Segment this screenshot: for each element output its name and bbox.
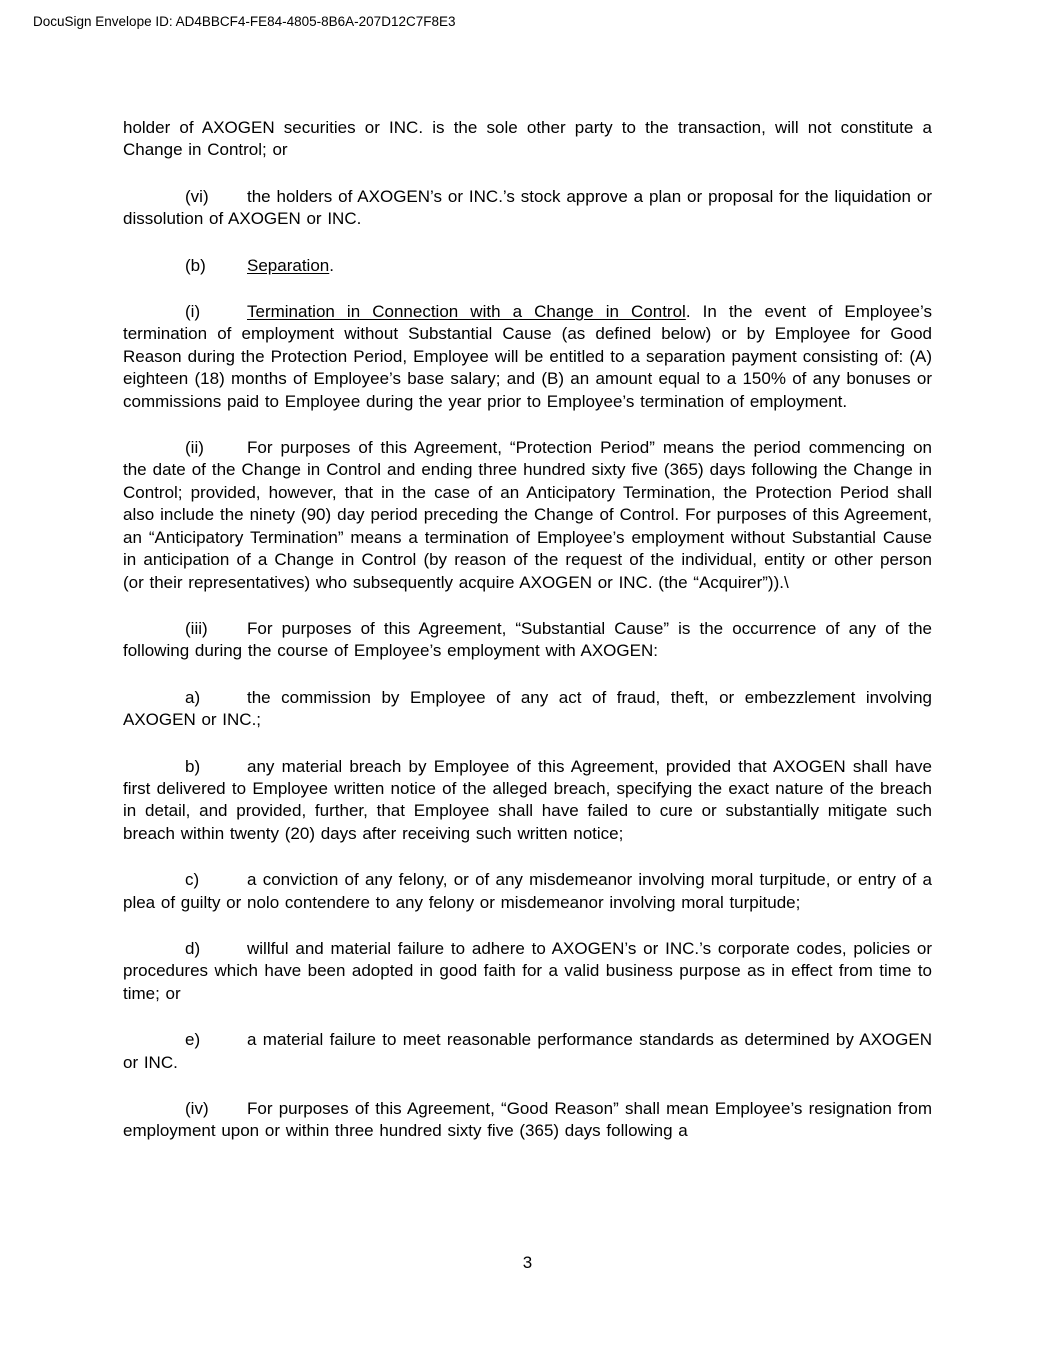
- docusign-envelope-id: DocuSign Envelope ID: AD4BBCF4-FE84-4805-8B6A-207D12C7F8E3: [33, 14, 456, 29]
- clause-a-fraud: [123, 687, 932, 732]
- clause-iv-good-reason: [123, 1098, 932, 1143]
- clause-b-separation-heading: [123, 255, 932, 277]
- clause-b-material-breach: [123, 756, 932, 846]
- clause-iii-text: For purposes of this Agreement, “Substantial Cause” is the occurrence of any of the following during the course of Employee’s employment with AXOGEN:: [123, 618, 932, 661]
- clause-vi: [123, 186, 932, 231]
- clause-i-label: (i): [185, 302, 201, 322]
- clause-ii-text: For purposes of this Agreement, “Protection Period” means the period commencing on the date of the Change in Control and ending three hundred sixty five (365) days following the Change in Control; provided, however, that in the case of an Anticipatory Termination, the Protection Period shall also include the ninety (90) day period preceding the Change of Control. For purposes of this Agreement, an “Anticipatory Termination” means a termination of Employee’s employment without Substantial Cause in anticipation of a Change in Control (by reason of the request of the individual, entity or other person (or their representatives) who subsequently acquire AXOGEN or INC. (the “Acquirer”)).\: [123, 438, 932, 592]
- clause-e-performance-standards: [123, 1029, 932, 1074]
- clause-d-label: d): [185, 938, 201, 958]
- clause-iv-text: For purposes of this Agreement, “Good Reason” shall mean Employee’s resignation from employment upon or within three hundred sixty five (365) days following a: [123, 1099, 932, 1141]
- clause-b2-text: any material breach by Employee of this Agreement, provided that AXOGEN shall have first delivered to Employee written notice of the alleged breach, specifying the exact nature of the breach in detail, and provided, further, that Employee shall have failed to cure or substantially mitigate such breach within twenty (20) days after receiving such written notice;: [123, 756, 932, 843]
- clause-iii-substantial-cause: [123, 618, 932, 663]
- clause-d-corporate-codes: [123, 938, 932, 1005]
- clause-e-label: e): [185, 1030, 201, 1050]
- clause-ii-label: (ii): [185, 438, 204, 458]
- clause-b-text: .: [329, 255, 334, 275]
- clause-iv-label: (iv): [185, 1099, 209, 1118]
- clause-iii-label: (iii): [185, 618, 208, 638]
- clause-ii-protection-period: [123, 437, 932, 594]
- document-body: [123, 117, 932, 1167]
- clause-i-text: . In the event of Employee’s termination of employment without Substantial Cause (as defined below) or by Employee for Good Reason during the Protection Period, Employee will be entitled to a separation payment consisting of: (A) eighteen (18) months of Employee’s base salary; and (B) an amount equal to a 150% of any bonuses or commissions paid to Employee during the year prior to Employee’s termination of employment.: [123, 302, 932, 411]
- clause-c-conviction: [123, 869, 932, 914]
- clause-i-termination: [123, 301, 932, 413]
- clause-vi-label: (vi): [185, 186, 209, 206]
- clause-e-text: a material failure to meet reasonable performance standards as determined by AXOGEN or INC.: [123, 1030, 932, 1072]
- clause-c-label: c): [185, 870, 200, 890]
- clause-b-label: (b): [185, 255, 206, 275]
- clause-i-underlined-heading: Termination in Connection with a Change in Control: [247, 302, 686, 322]
- clause-d-text: willful and material failure to adhere to AXOGEN’s or INC.’s corporate codes, policies or procedures which have been adopted in good faith for a valid business purpose as in effect from time to time; or: [123, 938, 932, 1003]
- clause-a-text: the commission by Employee of any act of fraud, theft, or embezzlement involving AXOGEN or INC.;: [123, 687, 932, 730]
- clause-b-underlined-heading: Separation: [247, 255, 330, 275]
- clause-vi-text: the holders of AXOGEN’s or INC.’s stock approve a plan or proposal for the liquidation or dissolution of AXOGEN or INC.: [123, 186, 932, 229]
- paragraph-continuation: holder of AXOGEN securities or INC. is the sole other party to the transaction, will not constitute a Change in Control; or: [123, 118, 932, 160]
- clause-a-label: a): [185, 687, 201, 707]
- clause-b2-label: b): [185, 756, 201, 776]
- page-number: 3: [522, 1253, 533, 1272]
- clause-c-text: a conviction of any felony, or of any misdemeanor involving moral turpitude, or entry of a plea of guilty or nolo contendere to any felony or misdemeanor involving moral turpitude;: [123, 870, 932, 912]
